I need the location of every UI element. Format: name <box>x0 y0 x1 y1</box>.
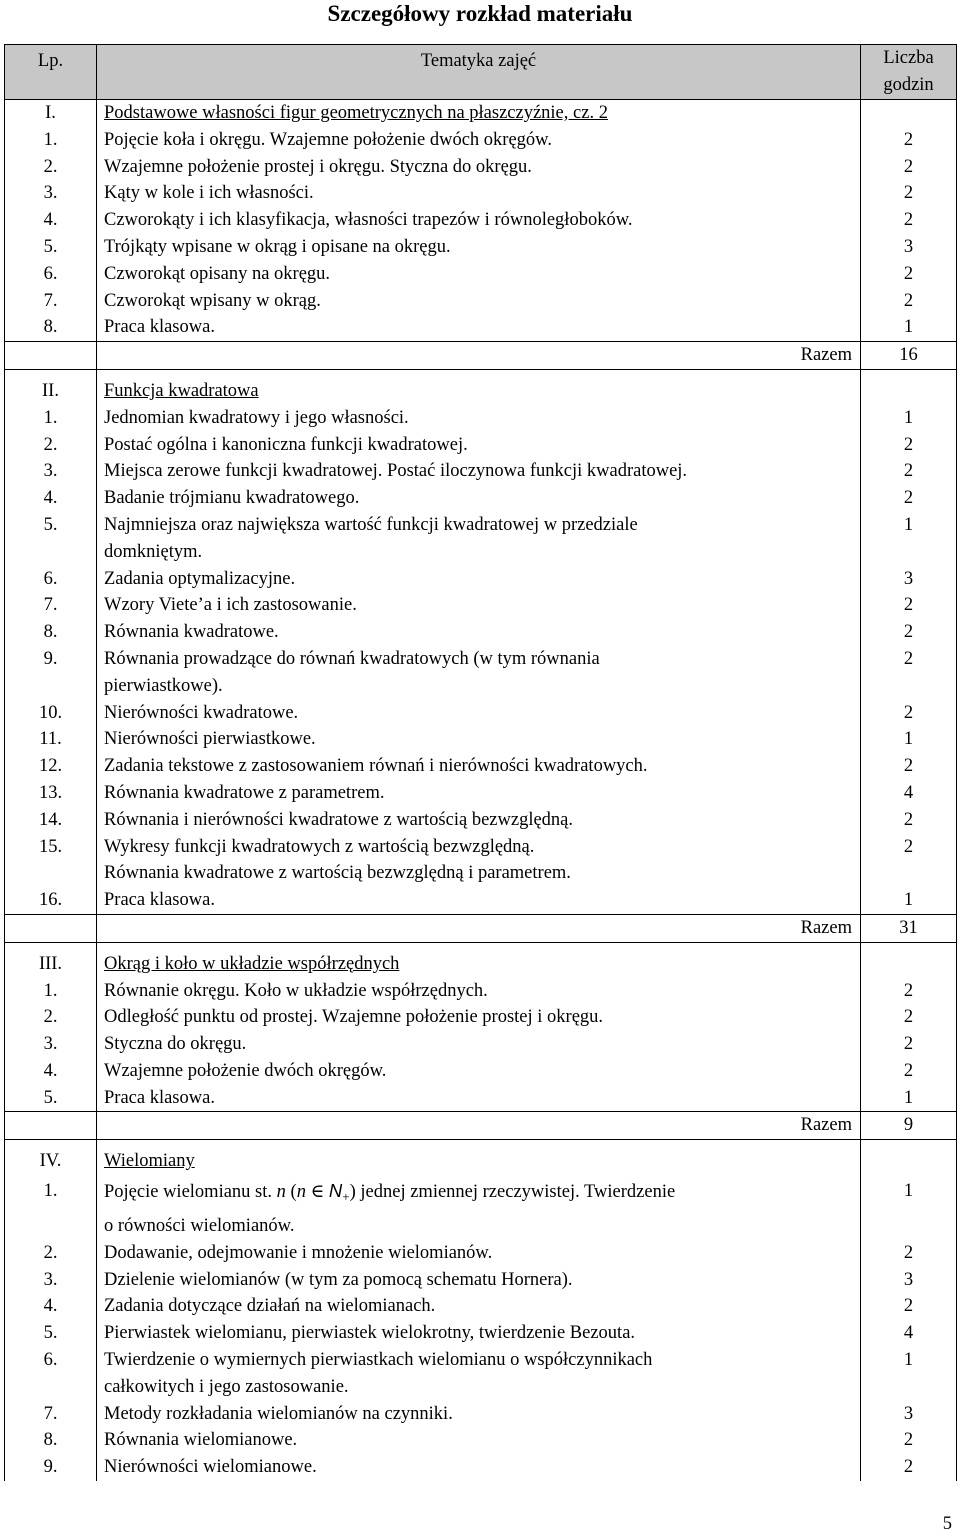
table-row <box>5 592 957 619</box>
row-topic: Badanie trójmianu kwadratowego. <box>104 488 360 509</box>
row-hours <box>861 860 957 887</box>
row-number: 4. <box>5 207 97 234</box>
row-hours <box>861 1374 957 1401</box>
row-number: 6. <box>5 1347 97 1374</box>
section-hours-cell <box>861 951 957 978</box>
row-hours: 2 <box>861 1454 957 1481</box>
table-row <box>5 860 957 887</box>
table-row <box>5 1374 957 1401</box>
row-number: 2. <box>5 154 97 181</box>
table-row <box>5 1213 957 1240</box>
row-number: 6. <box>5 261 97 288</box>
table-row <box>5 566 957 593</box>
row-hours: 2 <box>861 154 957 181</box>
table-row <box>5 485 957 512</box>
row-topic <box>97 1175 861 1213</box>
row-topic: całkowitych i jego zastosowanie. <box>104 1376 349 1397</box>
row-hours: 4 <box>861 780 957 807</box>
table-row <box>5 288 957 315</box>
spacer-cell <box>5 942 97 951</box>
spacer-cell <box>861 369 957 378</box>
table-row <box>5 432 957 459</box>
row-number: 4. <box>5 485 97 512</box>
row-hours: 2 <box>861 127 957 154</box>
row-hours: 2 <box>861 458 957 485</box>
table-row <box>5 619 957 646</box>
section-hours-cell <box>861 1148 957 1175</box>
table-row <box>5 1454 957 1481</box>
row-number: 7. <box>5 1401 97 1428</box>
row-topic: domkniętym. <box>104 541 203 562</box>
row-hours: 2 <box>861 1058 957 1085</box>
total-hours: 9 <box>861 1112 957 1140</box>
table-row <box>5 834 957 861</box>
spacer-cell <box>861 942 957 951</box>
row-number <box>5 1213 97 1240</box>
table-row <box>5 1401 957 1428</box>
syllabus-table <box>4 44 957 1481</box>
row-topic: Najmniejsza oraz największa wartość funkcji kwadratowej w przedziale <box>104 514 638 535</box>
row-topic: Równania kwadratowe z wartością bezwzględną i parametrem. <box>104 863 571 884</box>
row-topic: Wzajemne położenie prostej i okręgu. Styczna do okręgu. <box>104 156 532 177</box>
row-topic: Nierówności kwadratowe. <box>104 702 299 723</box>
row-hours: 4 <box>861 1320 957 1347</box>
row-topic: Postać ogólna i kanoniczna funkcji kwadratowej. <box>104 434 468 455</box>
row-topic: Równania i nierówności kwadratowe z wartością bezwzględną. <box>104 809 574 830</box>
row-topic: Kąty w kole i ich własności. <box>104 183 314 204</box>
row-number: 8. <box>5 1427 97 1454</box>
row-hours: 2 <box>861 1427 957 1454</box>
row-topic: o równości wielomianów. <box>104 1216 295 1237</box>
row-number: 10. <box>5 700 97 727</box>
table-row <box>5 780 957 807</box>
section-total-row <box>5 1112 957 1140</box>
table-row <box>5 405 957 432</box>
row-hours: 2 <box>861 646 957 673</box>
row-number: 3. <box>5 180 97 207</box>
row-topic: Wzory Viete’a i ich zastosowanie. <box>104 595 357 616</box>
row-hours: 2 <box>861 207 957 234</box>
row-hours: 2 <box>861 261 957 288</box>
row-topic: Równania kwadratowe. <box>104 622 279 643</box>
row-hours: 1 <box>861 512 957 539</box>
row-topic: Praca klasowa. <box>104 1087 215 1108</box>
row-hours: 1 <box>861 314 957 341</box>
row-topic: Trójkąty wpisane w okrąg i opisane na okręgu. <box>104 236 451 257</box>
table-row <box>5 1320 957 1347</box>
row-hours: 2 <box>861 1004 957 1031</box>
section-heading-row <box>5 100 957 127</box>
total-label: Razem <box>97 342 861 370</box>
row-number <box>5 673 97 700</box>
row-number: 5. <box>5 1085 97 1112</box>
row-number: 2. <box>5 432 97 459</box>
row-number: 6. <box>5 566 97 593</box>
row-number <box>5 1374 97 1401</box>
total-hours: 16 <box>861 342 957 370</box>
row-number: 9. <box>5 1454 97 1481</box>
spacer-cell <box>97 942 861 951</box>
row-topic: Pierwiastek wielomianu, pierwiastek wielokrotny, twierdzenie Bezouta. <box>104 1323 636 1344</box>
math-variable-n: n <box>296 1182 306 1203</box>
spacer-cell <box>97 369 861 378</box>
row-hours: 2 <box>861 834 957 861</box>
table-row <box>5 207 957 234</box>
row-hours: 2 <box>861 592 957 619</box>
header-topic: Tematyka zajęć <box>97 45 861 100</box>
row-topic: Równania prowadzące do równań kwadratowych (w tym równania <box>104 648 600 669</box>
row-hours: 1 <box>861 1347 957 1374</box>
row-number: 2. <box>5 1004 97 1031</box>
row-topic: Pojęcie koła i okręgu. Wzajemne położenie dwóch okręgów. <box>104 129 552 150</box>
row-hours: 2 <box>861 180 957 207</box>
row-number: 4. <box>5 1293 97 1320</box>
row-hours: 2 <box>861 700 957 727</box>
table-row <box>5 1347 957 1374</box>
math-variable-n: n <box>276 1182 286 1203</box>
row-topic: Równania kwadratowe z parametrem. <box>104 782 385 803</box>
row-topic: Zadania dotyczące działań na wielomianach. <box>104 1296 436 1317</box>
row-topic: Miejsca zerowe funkcji kwadratowej. Postać iloczynowa funkcji kwadratowej. <box>104 461 688 482</box>
row-topic: Praca klasowa. <box>104 890 215 911</box>
row-hours: 1 <box>861 405 957 432</box>
section-title: Podstawowe własności figur geometrycznych na płaszczyźnie, cz. 2 <box>104 103 608 123</box>
row-hours: 2 <box>861 1240 957 1267</box>
section-heading-row <box>5 378 957 405</box>
row-topic: Dzielenie wielomianów (w tym za pomocą schematu Hornera). <box>104 1269 573 1290</box>
row-number <box>5 860 97 887</box>
row-topic: Dodawanie, odejmowanie i mnożenie wielomianów. <box>104 1242 493 1263</box>
topic-text: ( <box>285 1182 297 1203</box>
row-number: 1. <box>5 405 97 432</box>
row-topic: Jednomian kwadratowy i jego własności. <box>104 407 409 428</box>
row-hours: 2 <box>861 1293 957 1320</box>
section-spacer <box>5 369 957 378</box>
spacer-cell <box>97 1140 861 1149</box>
table-row <box>5 646 957 673</box>
row-number: 7. <box>5 288 97 315</box>
table-row <box>5 1267 957 1294</box>
total-label: Razem <box>97 914 861 942</box>
section-title: Okrąg i koło w układzie współrzędnych <box>104 953 400 974</box>
row-topic: Czworokąty i ich klasyfikacja, własności trapezów i równoległoboków. <box>104 210 633 231</box>
row-number: 12. <box>5 753 97 780</box>
row-number: 4. <box>5 1058 97 1085</box>
section-hours-cell <box>861 100 957 127</box>
row-topic: Wzajemne położenie dwóch okręgów. <box>104 1060 387 1081</box>
table-row <box>5 180 957 207</box>
row-number: 5. <box>5 234 97 261</box>
table-row <box>5 1058 957 1085</box>
section-number: II. <box>5 378 97 405</box>
row-topic: Metody rozkładania wielomianów na czynniki. <box>104 1403 453 1424</box>
row-hours <box>861 1213 957 1240</box>
row-topic: pierwiastkowe). <box>104 675 223 696</box>
table-row <box>5 700 957 727</box>
table-row <box>5 1004 957 1031</box>
row-hours <box>861 673 957 700</box>
section-title: Wielomiany <box>104 1151 195 1172</box>
row-number: 8. <box>5 619 97 646</box>
page-number: 5 <box>942 1514 952 1534</box>
table-row <box>5 1031 957 1058</box>
table-row <box>5 726 957 753</box>
spacer-cell <box>861 1140 957 1149</box>
row-hours: 2 <box>861 288 957 315</box>
row-hours: 2 <box>861 1031 957 1058</box>
row-number: 8. <box>5 314 97 341</box>
row-topic: Twierdzenie o wymiernych pierwiastkach wielomianu o współczynnikach <box>104 1350 653 1371</box>
table-row <box>5 512 957 539</box>
row-number: 9. <box>5 646 97 673</box>
row-hours: 3 <box>861 1401 957 1428</box>
table-row <box>5 314 957 341</box>
row-number: 1. <box>5 1175 97 1213</box>
spacer-cell <box>5 1140 97 1149</box>
table-row <box>5 1293 957 1320</box>
row-hours: 1 <box>861 887 957 914</box>
row-topic: Czworokąt wpisany w okrąg. <box>104 290 321 311</box>
row-hours: 2 <box>861 978 957 1005</box>
row-topic: Równanie okręgu. Koło w układzie współrzędnych. <box>104 980 488 1001</box>
table-row <box>5 458 957 485</box>
section-spacer <box>5 1140 957 1149</box>
section-number: I. <box>5 100 97 127</box>
row-topic: Styczna do okręgu. <box>104 1034 247 1055</box>
section-number: III. <box>5 951 97 978</box>
page-title: Szczegółowy rozkład materiału <box>327 1 633 26</box>
row-hours: 2 <box>861 619 957 646</box>
table-row <box>5 154 957 181</box>
element-of-symbol: ∈ <box>305 1182 329 1203</box>
row-number: 11. <box>5 726 97 753</box>
header-lp: Lp. <box>5 45 97 100</box>
row-topic: Czworokąt opisany na okręgu. <box>104 263 331 284</box>
natural-numbers-symbol: N <box>328 1180 343 1202</box>
section-total-row <box>5 914 957 942</box>
table-row <box>5 234 957 261</box>
table-row <box>5 978 957 1005</box>
row-hours: 2 <box>861 807 957 834</box>
total-number-cell <box>5 914 97 942</box>
table-row <box>5 753 957 780</box>
row-number: 15. <box>5 834 97 861</box>
table-row <box>5 1240 957 1267</box>
row-number: 5. <box>5 1320 97 1347</box>
row-hours: 3 <box>861 1267 957 1294</box>
topic-text: ) jednej zmiennej rzeczywistej. Twierdzenie <box>349 1182 676 1203</box>
row-number <box>5 539 97 566</box>
row-hours: 1 <box>861 726 957 753</box>
table-row <box>5 127 957 154</box>
total-number-cell <box>5 342 97 370</box>
row-number: 13. <box>5 780 97 807</box>
row-number: 1. <box>5 978 97 1005</box>
section-number: IV. <box>5 1148 97 1175</box>
row-hours: 3 <box>861 234 957 261</box>
row-hours: 2 <box>861 485 957 512</box>
section-heading-row <box>5 951 957 978</box>
row-topic: Równania wielomianowe. <box>104 1430 298 1451</box>
table-row <box>5 807 957 834</box>
table-header <box>5 45 957 100</box>
total-label: Razem <box>97 1112 861 1140</box>
row-number: 5. <box>5 512 97 539</box>
table-row <box>5 673 957 700</box>
row-number: 3. <box>5 1031 97 1058</box>
syllabus-body <box>5 45 957 1482</box>
row-hours: 3 <box>861 566 957 593</box>
subscript-plus: + <box>342 1189 350 1205</box>
table-row <box>5 539 957 566</box>
section-heading-row <box>5 1148 957 1175</box>
spacer-cell <box>5 369 97 378</box>
row-topic: Nierówności pierwiastkowe. <box>104 729 316 750</box>
row-topic: Odległość punktu od prostej. Wzajemne położenie prostej i okręgu. <box>104 1007 604 1028</box>
row-number: 2. <box>5 1240 97 1267</box>
row-topic: Zadania tekstowe z zastosowaniem równań i nierówności kwadratowych. <box>104 756 648 777</box>
table-row <box>5 261 957 288</box>
header-hours: Liczba godzin <box>861 45 957 100</box>
section-spacer <box>5 942 957 951</box>
table-row <box>5 1175 957 1213</box>
row-topic: Zadania optymalizacyjne. <box>104 568 296 589</box>
row-number: 1. <box>5 127 97 154</box>
topic-text: Pojęcie wielomianu st. <box>104 1182 277 1203</box>
row-number: 7. <box>5 592 97 619</box>
row-hours: 2 <box>861 432 957 459</box>
table-row <box>5 1427 957 1454</box>
row-hours: 1 <box>861 1085 957 1112</box>
row-number: 16. <box>5 887 97 914</box>
row-topic: Wykresy funkcji kwadratowych z wartością bezwzględną. <box>104 836 535 857</box>
section-hours-cell <box>861 378 957 405</box>
row-hours: 2 <box>861 753 957 780</box>
total-hours: 31 <box>861 914 957 942</box>
row-topic: Nierówności wielomianowe. <box>104 1457 317 1478</box>
row-topic: Praca klasowa. <box>104 317 215 338</box>
table-row <box>5 1085 957 1112</box>
row-number: 14. <box>5 807 97 834</box>
table-row <box>5 887 957 914</box>
section-total-row <box>5 342 957 370</box>
section-title: Funkcja kwadratowa <box>104 380 259 401</box>
row-number: 3. <box>5 1267 97 1294</box>
row-number: 3. <box>5 458 97 485</box>
total-number-cell <box>5 1112 97 1140</box>
row-hours <box>861 539 957 566</box>
row-hours: 1 <box>861 1175 957 1213</box>
